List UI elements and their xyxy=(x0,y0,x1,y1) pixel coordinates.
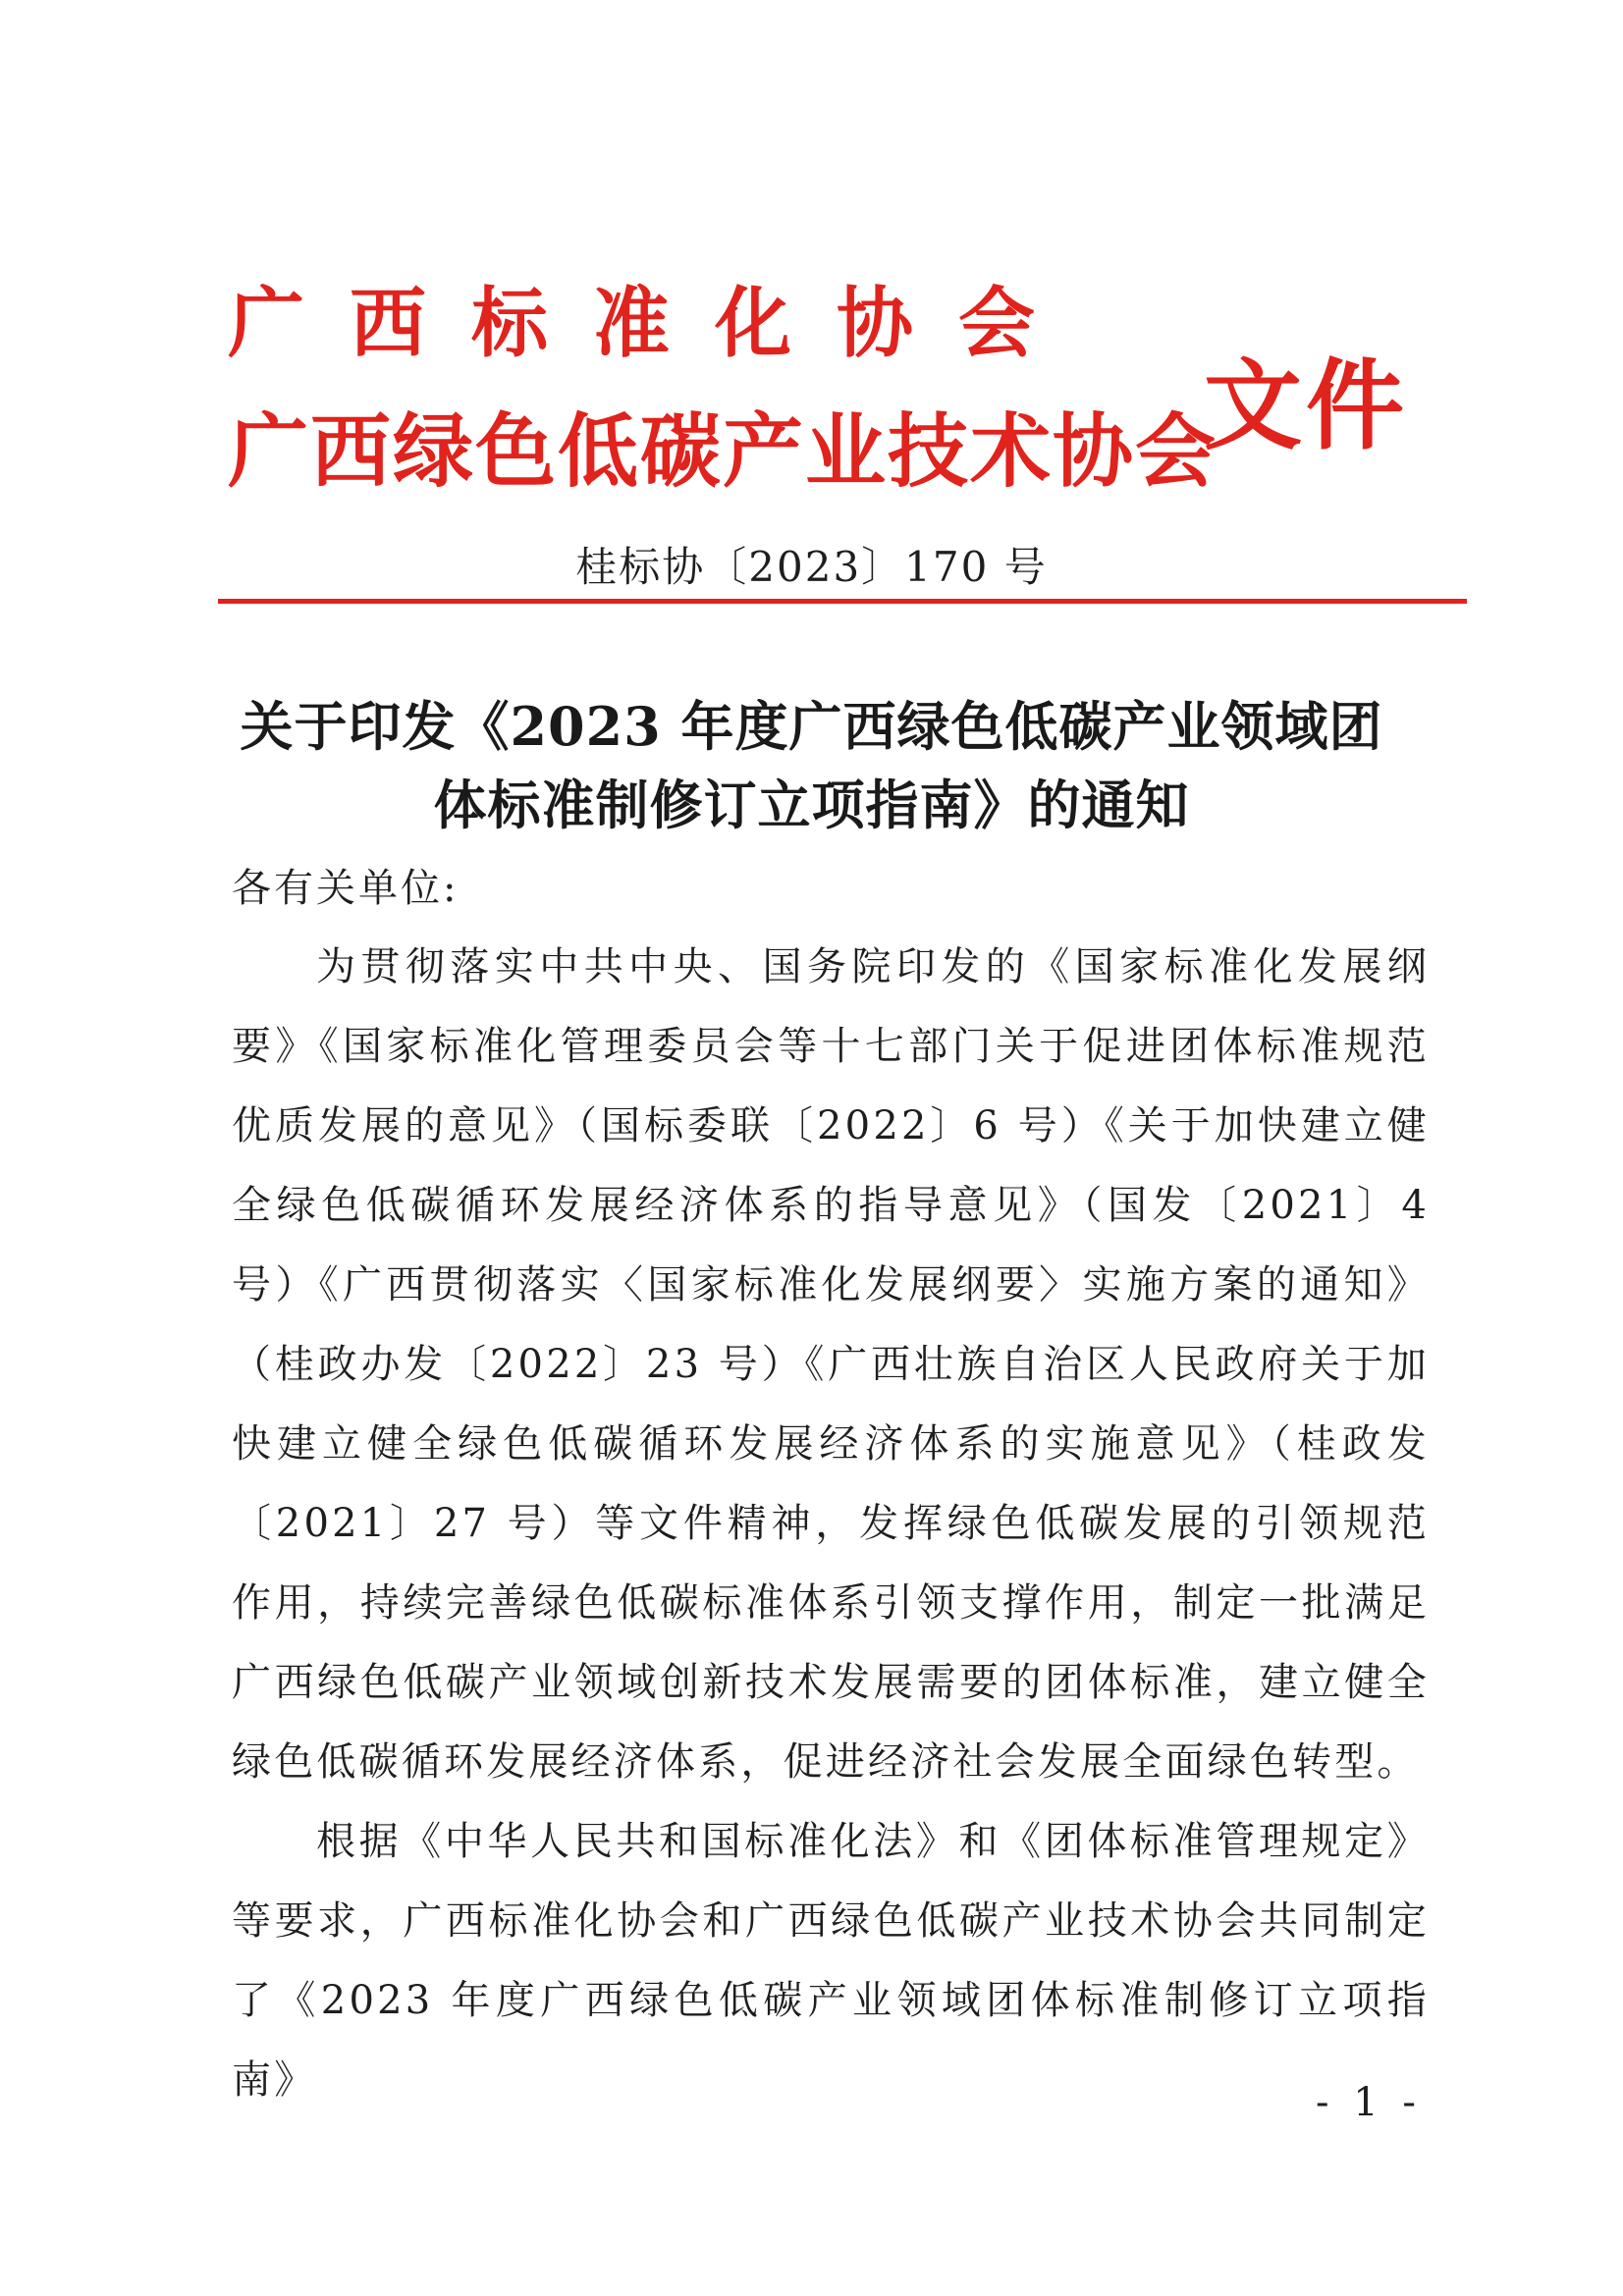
issuer-name-2: 广西绿色低碳产业技术协会 xyxy=(228,404,1218,499)
paragraph-1: 为贯彻落实中共中央、国务院印发的《国家标准化发展纲要》《国家标准化管理委员会等十七部门关于促进团体标准规范优质发展的意见》（国标委联〔2022〕6 号）《关于加快建立健全绿色低碳循环发展经济体系的指导意见》（国发〔2021〕4 号）《广西贯彻落实〈国家标准化发展纲要〉实施方案的通知》（桂政办发〔2022〕23 号）《广西壮族自治区人民政府关于加快建立健全绿色低碳循环发展经济体系的实施意见》（桂政发〔2021〕27 号）等文件精神，发挥绿色低碳发展的引领规范作用，持续完善绿色低碳标准体系引领支撑作用，制定一批满足广西绿色低碳产业领域创新技术发展需要的团体标准，建立健全绿色低碳循环发展经济体系，促进经济社会发展全面绿色转型。 xyxy=(232,944,1430,1785)
notice-title-line-1: 关于印发《2023 年度广西绿色低碳产业领域团 xyxy=(240,695,1383,758)
salutation: 各有关单位: xyxy=(232,866,460,911)
body-text xyxy=(232,928,1430,2120)
document-label: 文件 xyxy=(1204,347,1408,463)
paragraph-2: 根据《中华人民共和国标准化法》和《团体标准管理规定》等要求，广西标准化协会和广西绿色低碳产业技术协会共同制定了《2023 年度广西绿色低碳产业领域团体标准制修订立项指南》 xyxy=(232,1819,1430,2103)
red-divider xyxy=(218,599,1467,604)
document-number: 桂标协〔2023〕170 号 xyxy=(575,543,1048,591)
page-number: - 1 - xyxy=(1316,2080,1422,2125)
notice-title-line-2: 体标准制修订立项指南》的通知 xyxy=(433,774,1190,836)
issuer-name-1: 广西标准化协会 xyxy=(228,279,1081,368)
